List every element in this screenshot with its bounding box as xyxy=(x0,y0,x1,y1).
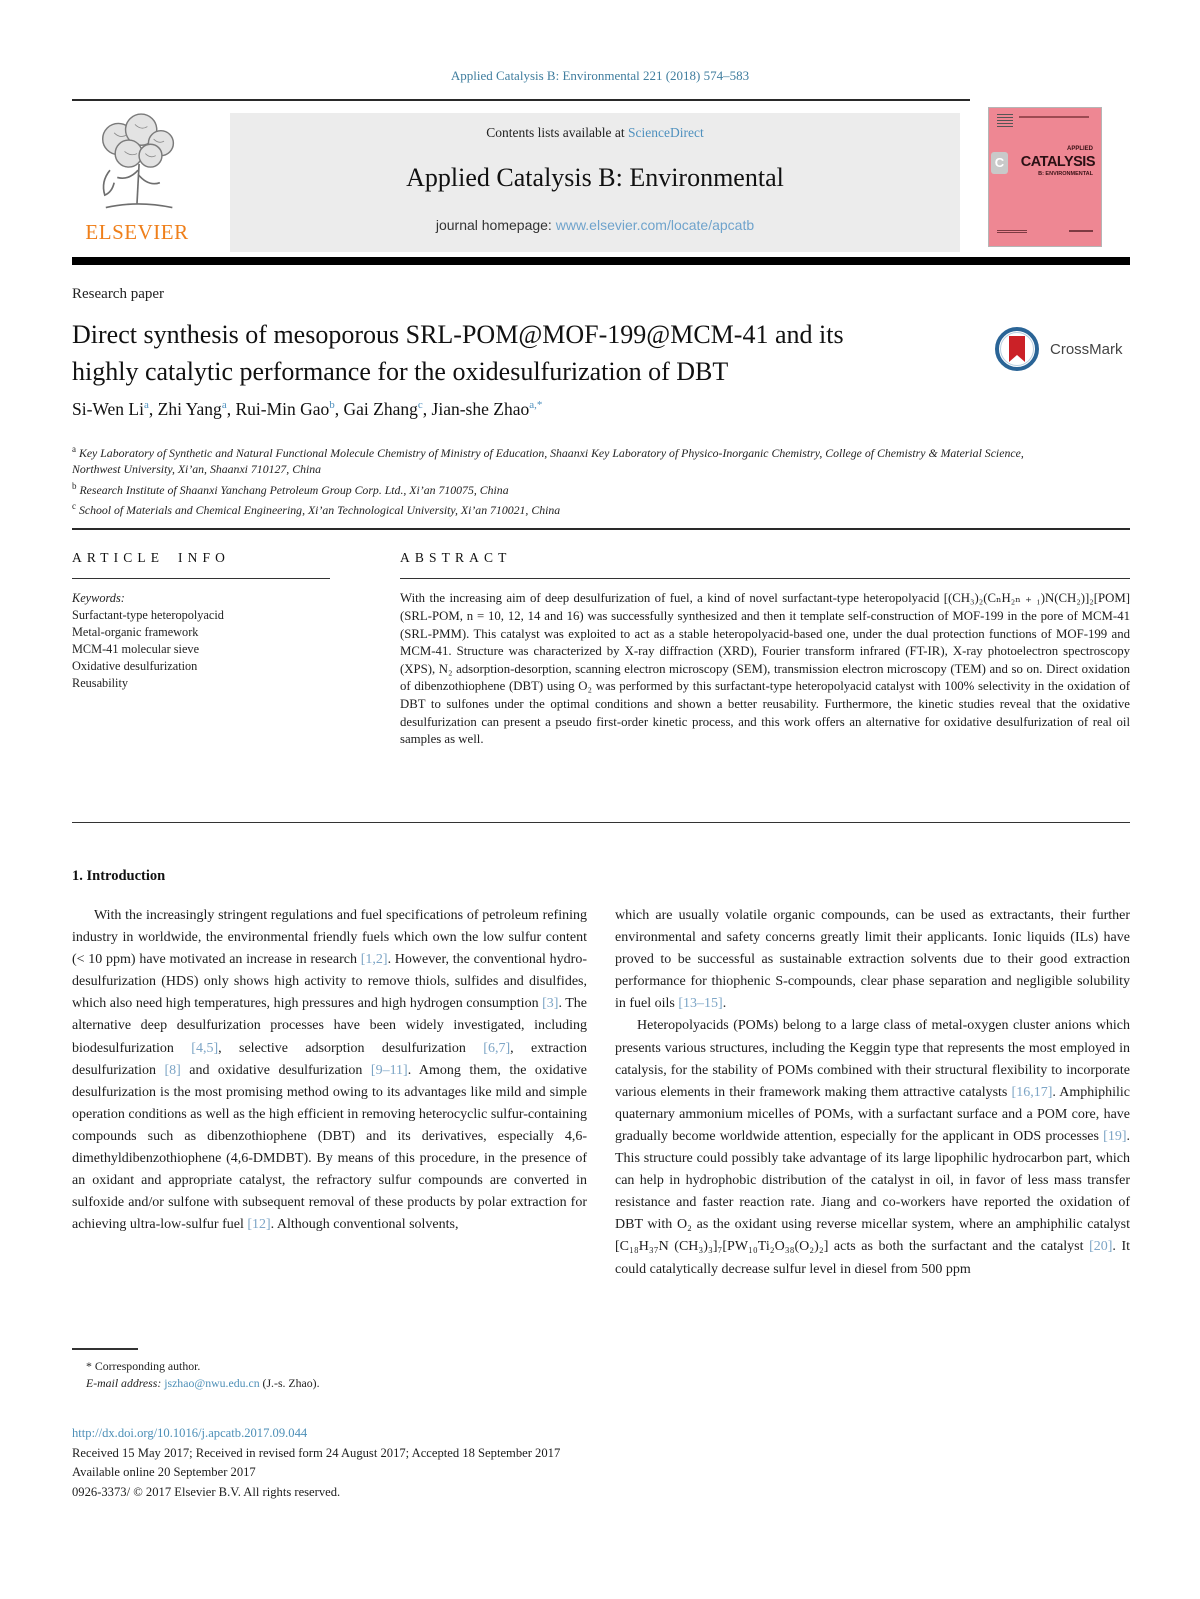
section-divider-rule xyxy=(72,822,1130,823)
affiliation-text: Key Laboratory of Synthetic and Natural Functional Molecule Chemistry of Ministry of Education, Shaanxi Key Laboratory of Physico-Inorganic Chemistry, College of Chemistry & Material Science, Northwest University, Xi’an, Shaanxi 710127, China xyxy=(72,445,1024,477)
affiliation-marker: b xyxy=(72,480,77,491)
email-label: E-mail address: xyxy=(86,1375,165,1390)
keyword-item: Oxidative desulfurization xyxy=(72,659,198,674)
affiliation xyxy=(72,441,1072,478)
elsevier-tree-icon xyxy=(74,112,200,218)
publication-info-block xyxy=(72,1424,972,1502)
homepage-prefix: journal homepage: xyxy=(435,217,556,233)
homepage-line xyxy=(230,217,960,233)
cover-fine-print-bottom-right xyxy=(1069,230,1093,232)
masthead-divider-bar xyxy=(72,257,1130,265)
abstract-text: With the increasing aim of deep desulfurization of fuel, a kind of novel surfactant-type heteropolyacid [(CH₃)₂(CₙH₂ₙ ₊ ₁)N(CH₂)]₂[POM] (SRL-POM, n = 10, 12, 14 and 16) was successfully synthesized and then it template self-construction of MOF-199 in the pore of MCM-41 (SRL-PMM). This catalyst was exploited to act as a stable heteropolyacid-based one, under the dual protection functions of MOF-199 and MCM-41. Structure was characterized by X-ray diffraction (XRD), Fourier transform infrared (FT-IR), X-ray photoelectron spectroscopy (XPS), N₂ adsorption-desorption, scanning electron microscopy (SEM), transmission electron microscopy (TEM) and so on. Direct oxidation of dibenzothiophene (DBT) using O₂ was performed by this surfactant-type heteropolyacid catalyst with 100% selectivity in the oxidation of DBT to sulfones under the optimal conditions and shown a better reusability. Furthermore, the kinetic studies reveal that the oxidative desulfurization can present a pseudo first-order kinetic process, and this work offers an alternative for oxidative desulfurization of real oil samples as well. xyxy=(400,591,1130,747)
citation-ref[interactable]: [20] xyxy=(1089,1239,1113,1255)
keywords-label: Keywords: xyxy=(72,591,125,606)
abstract-heading: ABSTRACT xyxy=(400,550,512,565)
citation-ref[interactable]: [8] xyxy=(164,1062,181,1078)
abstract-section xyxy=(400,550,1130,749)
email-suffix: (J.-s. Zhao). xyxy=(259,1375,320,1390)
author: Gai Zhang$^c$, xyxy=(343,399,432,419)
cover-barcode xyxy=(997,114,1013,128)
cover-fine-print-top xyxy=(1019,116,1089,118)
cover-subtitle: B: ENVIRONMENTAL xyxy=(1038,171,1093,177)
issn-copyright-line: 0926-3373/ © 2017 Elsevier B.V. All rights reserved. xyxy=(72,1484,341,1499)
keyword-item: Surfactant-type heteropolyacid xyxy=(72,608,224,623)
cover-catalysis-title: CATALYSIS xyxy=(1020,154,1095,170)
cover-c-badge: C xyxy=(991,152,1008,174)
affiliation-text: School of Materials and Chemical Engineering, Xi’an Technological University, Xi’an 710021, China xyxy=(76,503,561,518)
affiliation xyxy=(72,498,1072,518)
received-dates-line: Received 15 May 2017; Received in revised form 24 August 2017; Accepted 18 September 2017 xyxy=(72,1445,561,1460)
citation-ref[interactable]: [19] xyxy=(1103,1128,1127,1144)
citation-ref[interactable]: [12] xyxy=(247,1217,271,1233)
citation-ref[interactable]: [16,17] xyxy=(1011,1084,1053,1100)
introduction-heading: 1. Introduction xyxy=(72,868,166,884)
citation-ref[interactable]: [9–11] xyxy=(370,1062,408,1078)
crossmark-icon xyxy=(994,340,1044,357)
citation-ref[interactable]: [6,7] xyxy=(483,1040,511,1056)
keyword-item: Metal-organic framework xyxy=(72,625,199,640)
footnote-rule xyxy=(72,1348,138,1350)
citation-ref[interactable]: [1,2] xyxy=(360,952,388,968)
article-info-rule xyxy=(72,578,330,579)
article-info-heading: ARTICLE INFO xyxy=(72,550,231,565)
citation-ref[interactable]: [4,5] xyxy=(191,1040,219,1056)
author-superscript: a xyxy=(143,399,149,412)
available-online-line: Available online 20 September 2017 xyxy=(72,1465,256,1479)
homepage-link[interactable]: www.elsevier.com/locate/apcatb xyxy=(555,217,755,233)
elsevier-wordmark: ELSEVIER xyxy=(85,220,189,244)
keyword-item: Reusability xyxy=(72,676,129,691)
affiliation xyxy=(72,478,1072,498)
crossmark-label: CrossMark xyxy=(1050,340,1123,358)
footnote-block xyxy=(72,1348,592,1392)
affiliation-marker: a xyxy=(72,444,76,454)
cover-fine-print-bottom-left xyxy=(997,230,1027,234)
contents-line xyxy=(230,125,960,141)
intro-paragraph: With the increasingly stringent regulations and fuel specifications of petroleum refining industry in worldwide, the environmental friendly fuels which own the low sulfur content (< 10 ppm) have motivated an increase in research [1,2]. However, the conventional hydro-desulfurization (HDS) only shows high activity to remove thiols, sulfides and disulfides, which also need high temperatures, high pressures and high hydrogen consumption [3]. The alternative deep desulfurization processes have been widely investigated, including biodesulfurization [4,5], selective adsorption desulfurization [6,7], extraction desulfurization [8] and oxidative desulfurization [9–11]. Among them, the oxidative desulfurization is the most promising method owing to its advantages like mild and simple operation conditions as well as the high efficient in removing heterocyclic sulfur-containing compounds such as dibenzothiophene (DBT) and its derivatives, especially 4,6-dimethyldibenzothiophene (4,6-DMDBT). By means of this procedure, in the presence of an oxidant and appropriate catalyst, the refractory sulfur compounds are converted in sulfoxide and/or sulfone with subsequent removal of these products by polar extraction for achieving ultra-low-sulfur fuel [12]. Although conventional solvents, xyxy=(72,908,587,1233)
author: Si-Wen Li$^a$, xyxy=(72,399,158,419)
contents-prefix: Contents lists available at xyxy=(486,125,628,140)
author-superscript: b xyxy=(329,399,335,412)
abstract-rule xyxy=(400,578,1130,579)
masthead-journal-title: Applied Catalysis B: Environmental xyxy=(406,163,784,192)
article-type-label: Research paper xyxy=(72,286,165,302)
intro-column-left xyxy=(72,905,587,1281)
article-title-line1: Direct synthesis of mesoporous SRL-POM@MOF-199@MCM-41 and its xyxy=(72,320,844,349)
author: Zhi Yang$^a$, xyxy=(157,399,236,419)
citation-ref[interactable]: [13–15] xyxy=(678,996,723,1012)
affiliations xyxy=(72,441,1072,519)
article-title xyxy=(72,316,932,390)
crossmark-badge[interactable] xyxy=(994,326,1134,374)
keywords-block xyxy=(72,590,330,692)
affiliation-marker: c xyxy=(72,501,76,512)
sciencedirect-link[interactable]: ScienceDirect xyxy=(628,125,704,140)
affiliations-rule xyxy=(72,528,1130,530)
author-superscript: a xyxy=(221,399,227,412)
author: Rui-Min Gao$^b$, xyxy=(235,399,344,419)
elsevier-logo[interactable] xyxy=(74,112,200,252)
journal-cover-thumbnail[interactable] xyxy=(988,107,1102,247)
affiliation-text: Research Institute of Shaanxi Yanchang Petroleum Group Corp. Ltd., Xi’an 710075, China xyxy=(76,482,509,497)
author-superscript: a,* xyxy=(529,399,543,412)
article-info-section xyxy=(72,550,330,692)
cover-applied-label: APPLIED xyxy=(1066,146,1093,152)
email-link[interactable]: jszhao@nwu.edu.cn xyxy=(164,1375,260,1390)
keyword-item: MCM-41 molecular sieve xyxy=(72,642,200,657)
article-title-line2: highly catalytic performance for the oxidesulfurization of DBT xyxy=(72,357,729,386)
intro-paragraph: Heteropolyacids (POMs) belong to a large class of metal-oxygen cluster anions which presents various structures, including the Keggin type that represents the most employed in catalysis, for the stability of POMs combined with their structural flexibility to incorporate various elements in their framework making them attractive catalysts [16,17]. Amphiphilic quaternary ammonium micelles of POMs, with a surfactant surface and a POM core, have gradually become worldwide attention, especially for the applicant in ODS processes [19]. This structure could possibly take advantage of its large lipophilic hydrocarbon part, which can help in hydrophobic distribution of the catalyst in oil, in favor of less mass transfer resistance and faster reaction rate. Jiang and co-workers have reported the oxidation of DBT with O₂ as the oxidant using reverse micellar system, where an amphiphilic catalyst [C₁₈H₃₇N (CH₃)₃]₇[PW₁₀Ti₂O₃₈(O₂)₂] acts as both the surfactant and the catalyst [20]. It could catalytically decrease sulfur level in diesel from 500 ppm xyxy=(615,1018,1131,1277)
intro-column-right xyxy=(615,905,1130,1281)
intro-paragraph: which are usually volatile organic compounds, can be used as extractants, their further environmental and safety concerns greatly limit their applicants. Ionic liquids (ILs) have proved to be successful as sustainable extraction solvents due to their good extraction performance for thiophenic S-compounds, clear phase separation and negligible solubility in fuel oils [13–15]. xyxy=(615,908,1130,1012)
top-rule xyxy=(72,99,970,101)
author: Jian-she Zhao$^{a,*}$ xyxy=(431,399,543,419)
introduction-body xyxy=(72,905,1130,1281)
email-line xyxy=(72,1375,592,1392)
masthead-box xyxy=(230,113,960,252)
corresponding-author-note: * Corresponding author. xyxy=(86,1358,201,1373)
doi-link[interactable]: http://dx.doi.org/10.1016/j.apcatb.2017.09.044 xyxy=(72,1426,308,1440)
citation-ref[interactable]: [3] xyxy=(542,996,559,1012)
authors-line xyxy=(72,399,542,420)
journal-citation: Applied Catalysis B: Environmental 221 (2018) 574–583 xyxy=(450,68,750,83)
author-superscript: c xyxy=(417,399,423,412)
